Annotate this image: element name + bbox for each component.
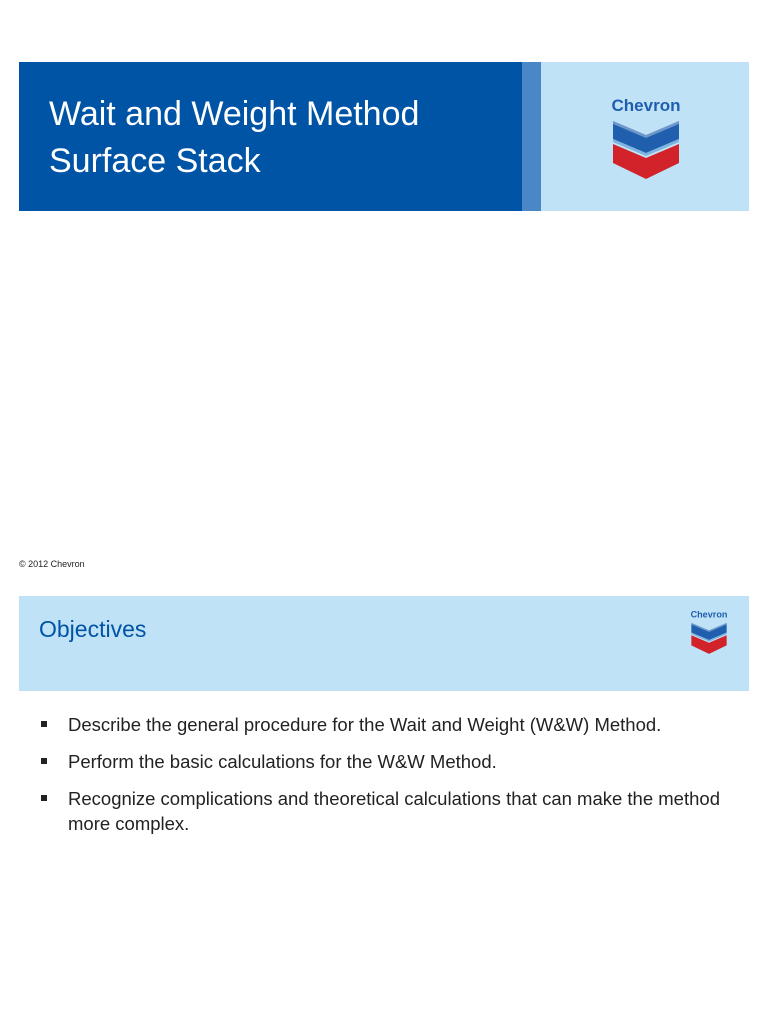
slide-title-line-1: Wait and Weight Method <box>49 95 420 133</box>
copyright-notice: © 2012 Chevron <box>19 559 85 569</box>
objective-text: Perform the basic calculations for the W&W Method. <box>68 751 497 772</box>
svg-text:Chevron: Chevron <box>690 609 728 620</box>
slide-title-line-2: Surface Stack <box>49 142 261 180</box>
objective-text: Recognize complications and theoretical calculations that can make the method more complex. <box>68 788 720 834</box>
objective-item <box>38 749 728 774</box>
objectives-banner <box>19 596 749 691</box>
objective-item <box>38 712 728 737</box>
objective-item <box>38 786 728 836</box>
title-accent-stripe <box>522 62 541 211</box>
objective-text: Describe the general procedure for the Wait and Weight (W&W) Method. <box>68 714 662 735</box>
square-bullet-icon <box>41 758 47 764</box>
square-bullet-icon <box>41 795 47 801</box>
svg-text:Chevron: Chevron <box>611 96 681 115</box>
slide-title <box>49 91 419 185</box>
chevron-logo <box>609 95 683 181</box>
chevron-logo-small <box>689 609 729 655</box>
objectives-list <box>38 712 728 848</box>
title-banner <box>19 62 749 211</box>
square-bullet-icon <box>41 721 47 727</box>
title-dark-panel <box>19 62 522 211</box>
objectives-heading: Objectives <box>39 616 147 642</box>
